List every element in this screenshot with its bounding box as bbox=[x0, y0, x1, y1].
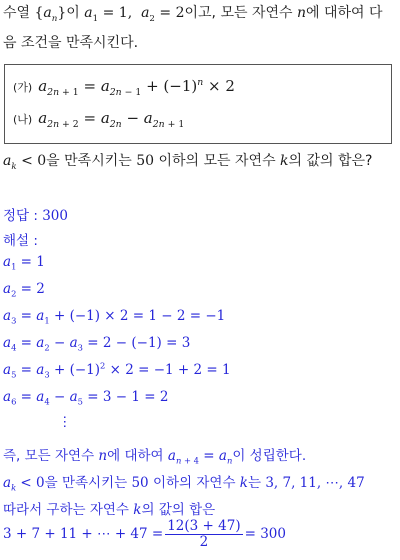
periodicity-line: 즉, 모든 자연수 n에 대하여 $a_{n + 4} = a_n$이 성립한다. bbox=[3, 448, 307, 466]
answer-line bbox=[3, 204, 68, 224]
condition-box bbox=[4, 64, 392, 144]
sum-rhs: = 300 bbox=[244, 525, 286, 542]
sum-lhs: 3 + 7 + 11 + ⋯ + 47 = bbox=[3, 525, 164, 542]
problem-line-1: 수열 $\{a_n\}$이 $a_1 = 1$, $a_2 = 2$이고, 모든 자연수 n에 대하여 다 bbox=[3, 5, 383, 24]
step-a5: $a_5 = a_3 + (-1)^2 \times 2 = -1 + 2 = 1$ bbox=[3, 360, 231, 380]
step-a1: $a_1 = 1$ bbox=[3, 254, 45, 272]
solution-text: 는 bbox=[247, 475, 266, 491]
step-a2: $a_2 = 2$ bbox=[3, 281, 45, 299]
step-a6: $a_6 = a_4 - a_5 = 3 - 1 = 2$ bbox=[3, 389, 169, 407]
solution-number: 50 bbox=[131, 475, 149, 491]
fraction-denominator: 2 bbox=[199, 533, 209, 550]
question-text: 의 값의 합은? bbox=[288, 153, 373, 169]
step-a3: $a_3 = a_1 + (-1) \times 2 = 1 - 2 = -1$ bbox=[3, 308, 226, 326]
solution-text: 을 만족시키는 bbox=[44, 475, 132, 491]
solution-text: 이하의 자연수 bbox=[148, 475, 240, 491]
question: $a_k < 0$을 만족시키는 50 이하의 모든 자연수 k의 값의 합은? bbox=[3, 153, 373, 172]
question-text: 을 만족시키는 bbox=[46, 153, 137, 169]
answer-label: 정답 : bbox=[3, 208, 43, 224]
solution-text: 에 대하여 bbox=[107, 448, 168, 464]
explanation-label: 해설 : bbox=[3, 233, 38, 249]
problem-text: 이 bbox=[66, 5, 85, 21]
sum-fraction bbox=[165, 519, 242, 550]
step-a4: $a_4 = a_2 - a_3 = 2 - (-1) = 3$ bbox=[3, 335, 191, 353]
condition-label: (가) bbox=[13, 81, 33, 94]
k-values: 3, 7, 11, ⋯, 47 bbox=[265, 475, 365, 491]
answer-value: 300 bbox=[42, 208, 68, 224]
vdots: ⋮ bbox=[58, 414, 72, 430]
condition-label: (나) bbox=[13, 113, 33, 126]
problem-line-2: 음 조건을 만족시킨다. bbox=[3, 35, 139, 51]
problem-text: 수열 bbox=[3, 5, 35, 21]
solution-text: 즉, 모든 자연수 bbox=[3, 448, 99, 464]
problem-text: 에 대하여 다 bbox=[306, 5, 383, 21]
fraction-numerator: 12(3 + 47) bbox=[167, 518, 241, 534]
conclusion-line: 따라서 구하는 자연수 k의 값의 합은 bbox=[3, 502, 216, 518]
question-text: 이하의 모든 자연수 bbox=[154, 153, 281, 169]
sum-equation bbox=[3, 519, 286, 550]
condition-ga: (가) $a_{2n + 1} = a_{2n - 1} + (-1)^n \times 2$ bbox=[13, 77, 235, 98]
solution-text: 따라서 구하는 자연수 bbox=[3, 502, 134, 518]
question-number: 50 bbox=[136, 153, 155, 169]
solution-text: 의 값의 합은 bbox=[141, 502, 216, 518]
satisfy-line: $a_k < 0$을 만족시키는 50 이하의 자연수 k는 3, 7, 11, ⋯, 47 bbox=[3, 475, 365, 493]
solution-text: 이 성립한다. bbox=[232, 448, 307, 464]
condition-na: (나) $a_{2n + 2} = a_{2n} - a_{2n + 1}$ bbox=[13, 109, 185, 130]
problem-text: 이고, 모든 자연수 bbox=[184, 5, 297, 21]
